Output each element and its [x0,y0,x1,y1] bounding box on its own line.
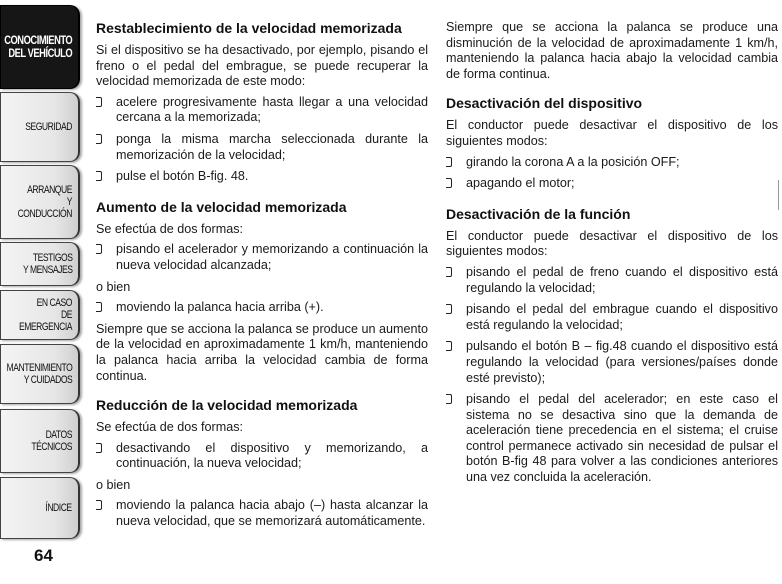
bullet-icon [446,267,452,277]
bullet-icon [446,341,452,351]
list-item: pisando el pedal del embrague cuando el dispositivo está regulando la velocidad; [446,302,778,333]
bullet-icon [96,134,102,144]
tab-label: ARRANQUE Y CONDUCCIÓN [17,184,73,220]
list-item: desactivando el dispositivo y memorizando, a continuación, la nueva velocidad; [96,441,428,472]
section-title: Restablecimiento de la velocidad memorizada [96,20,402,36]
list-item: apagando el motor; [446,176,778,192]
tab-arranque-y-conduccion[interactable] [0,165,80,239]
tab-label: SEGURIDAD [25,121,72,133]
tab-label: EN CASO DE EMERGENCIA [18,297,73,333]
tab-conocimiento-del-vehiculo[interactable] [0,5,80,89]
bullet-icon [96,171,102,181]
left-column [96,20,428,536]
right-column [446,20,778,492]
section-title: Reducción de la velocidad memorizada [96,397,358,414]
tab-label: CONOCIMIENTO DEL VEHÍCULO [3,33,72,60]
tab-testigos-y-mensajes[interactable] [0,242,80,286]
paragraph: Siempre que se acciona la palanca se produce un aumento de la velocidad en aproximadamente 1 km/h, manteniendo la palanca hacia arriba la velocidad cambia de forma continua. [96,321,428,383]
paragraph: o bien [96,279,131,294]
bullet-icon [96,500,102,510]
bullet-icon [446,304,452,314]
bullet-icon [96,302,102,312]
list-item: pisando el acelerador y memorizando a continuación la nueva velocidad alcanzada; [96,242,428,273]
list-item: pulse el botón B-fig. 48. [96,169,428,185]
tab-seguridad[interactable] [0,92,80,162]
paragraph: Si el dispositivo se ha desactivado, por ejemplo, pisando el freno o el pedal del embrague, se puede recuperar la velocidad memorizada de este modo: [96,43,428,89]
section-title: Aumento de la velocidad memorizada [96,198,347,215]
tab-en-caso-de-emergencia[interactable] [0,290,80,340]
page-number: 64 [34,546,53,565]
bullet-icon [446,394,452,404]
paragraph: El conductor puede desactivar el dispositivo de los siguientes modos: [446,228,778,259]
paragraph: Siempre que se acciona la palanca se produce una disminución de la velocidad de aproximadamente 1 km/h, manteniendo la palanca hacia abajo la velocidad cambia de forma continua. [446,20,778,81]
list-item: moviendo la palanca hacia abajo (–) hasta alcanzar la nueva velocidad, que se memorizará automáticamente. [96,498,428,529]
bullet-icon [96,244,102,254]
paragraph: Se efectúa de dos formas: [96,420,244,435]
tab-indice[interactable] [0,477,80,539]
bullet-icon [96,97,102,107]
list-item: acelere progresivamente hasta llegar a una velocidad cercana a la memorizada; [96,95,428,126]
list-item: pisando el pedal de freno cuando el dispositivo está regulando la velocidad; [446,265,778,296]
tab-label: DATOS TÉCNICOS [31,429,72,453]
tab-mantenimiento-y-cuidados[interactable] [0,344,80,404]
list-item: ponga la misma marcha seleccionada durante la memorización de la velocidad; [96,132,428,163]
section-title: Desactivación de la función [446,205,631,222]
tab-label: MANTENIMIENTO Y CUIDADOS [6,362,72,386]
section-title: Desactivación del dispositivo [446,95,643,112]
tab-datos-tecnicos[interactable] [0,409,80,473]
bullet-icon [96,443,102,453]
tab-label: ÍNDICE [45,502,72,514]
paragraph: o bien [96,477,131,492]
list-item: pulsando el botón B – fig.48 cuando el dispositivo está regulando la velocidad (para versiones/países donde esté previsto); [446,339,778,386]
tab-label: TESTIGOS Y MENSAJES [22,252,72,276]
bullet-icon [446,157,452,167]
paragraph: El conductor puede desactivar el dispositivo de los siguientes modos: [446,118,778,148]
paragraph: Se efectúa de dos formas: [96,221,244,236]
list-item: moviendo la palanca hacia arriba (+). [96,300,428,316]
page-edge-mark [778,180,779,210]
section-tabs [0,0,86,560]
list-item: girando la corona A a la posición OFF; [446,155,778,171]
list-item: pisando el pedal del acelerador; en este caso el sistema no se desactiva sino que la demanda de aceleración tiene precedencia en el sistema; el cruise control permanece activado sin necesidad de pulsar el botón B-fig 48 para volver a las condiciones anteriores una vez concluida la aceleración. [446,392,778,486]
bullet-icon [446,178,452,188]
